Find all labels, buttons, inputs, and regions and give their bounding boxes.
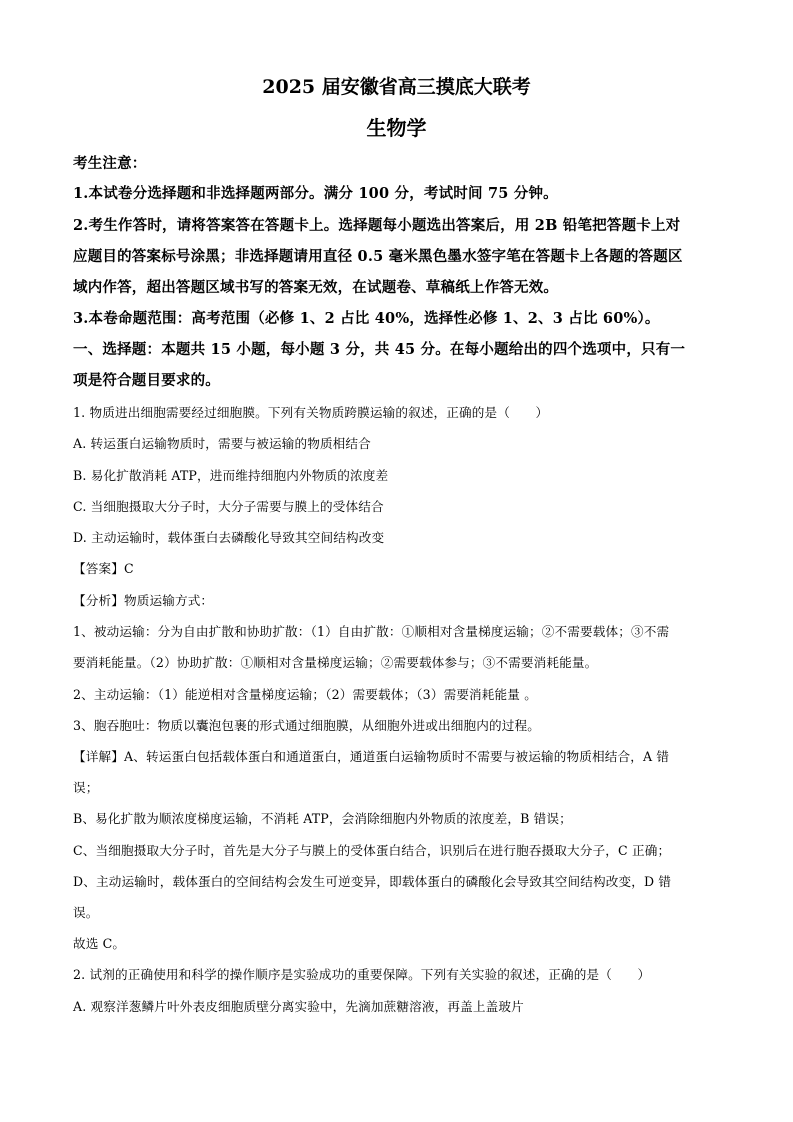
notice-line: 2.考生作答时，请将答案答在答题卡上。选择题每小题选出答案后，用 2B 铅笔把答题卡上对 [73,217,681,234]
question-option: A. 转运蛋白运输物质时，需要与被运输的物质相结合 [73,436,371,451]
subject-title: 生物学 [366,116,427,140]
notice-line: 1.本试卷分选择题和非选择题两部分。满分 100 分，考试时间 75 分钟。 [73,185,558,202]
notice-line: 域内作答，超出答题区域书写的答案无效，在试题卷、草稿纸上作答无效。 [73,279,559,296]
detail-line: B、易化扩散为顺浓度梯度运输，不消耗 ATP，会消除细胞内外物质的浓度差，B 错误； [73,811,572,826]
notice-heading: 考生注意： [73,155,147,172]
detail-line: 误。 [73,905,99,920]
question-option: D. 主动运输时，载体蛋白去磷酸化导致其空间结构改变 [73,530,385,545]
answer-line: 【答案】C [73,561,134,576]
analysis-line: 2、主动运输：（1）能逆相对含量梯度运输；（2）需要载体；（3）需要消耗能量 。 [73,687,537,702]
question-option: B. 易化扩散消耗 ATP，进而维持细胞内外物质的浓度差 [73,468,389,483]
detail-line: 误； [73,780,99,795]
detail-line: 故选 C。 [73,936,126,951]
analysis-line: 1、被动运输：分为自由扩散和协助扩散：（1）自由扩散：①顺相对含量梯度运输；②不需要载体；③不需 [73,624,670,639]
section-heading: 项是符合题目要求的。 [73,372,220,389]
notice-line: 应题目的答案标号涂黑；非选择题请用直径 0.5 毫米黑色墨水签字笔在答题卡上各题的答题区 [73,248,683,265]
notice-line: 3.本卷命题范围：高考范围（必修 1、2 占比 40%，选择性必修 1、2、3 占比 60%）。 [73,310,660,327]
detail-line: C、当细胞摄取大分子时，首先是大分子与膜上的受体蛋白结合，识别后在进行胞吞摄取大分子，C 正确； [73,843,671,858]
question-option: C. 当细胞摄取大分子时，大分子需要与膜上的受体结合 [73,499,384,514]
question-stem: 2. 试剂的正确使用和科学的操作顺序是实验成功的重要保障。下列有关实验的叙述，正确的是（ ） [73,967,651,982]
question-stem: 1. 物质进出细胞需要经过细胞膜。下列有关物质跨膜运输的叙述，正确的是（ ） [73,405,549,420]
analysis-line: 【分析】物质运输方式： [73,593,214,608]
section-heading: 一、选择题：本题共 15 小题，每小题 3 分，共 45 分。在每小题给出的四个选项中，只有一 [73,341,686,358]
analysis-line: 要消耗能量。（2）协助扩散：①顺相对含量梯度运输；②需要载体参与；③不需要消耗能量。 [73,655,598,670]
exam-title: 2025 届安徽省高三摸底大联考 [262,76,531,98]
detail-line: 【详解】A、转运蛋白包括载体蛋白和通道蛋白，通道蛋白运输物质时不需要与被运输的物质相结合，A 错 [73,749,670,764]
analysis-line: 3、胞吞胞吐：物质以囊泡包裹的形式通过细胞膜，从细胞外进或出细胞内的过程。 [73,718,540,733]
question-option: A. 观察洋葱鳞片叶外表皮细胞质壁分离实验中，先滴加蔗糖溶液，再盖上盖玻片 [73,999,524,1014]
detail-line: D、主动运输时，载体蛋白的空间结构会发生可逆变异，即载体蛋白的磷酸化会导致其空间结构改变，D 错 [73,874,672,889]
